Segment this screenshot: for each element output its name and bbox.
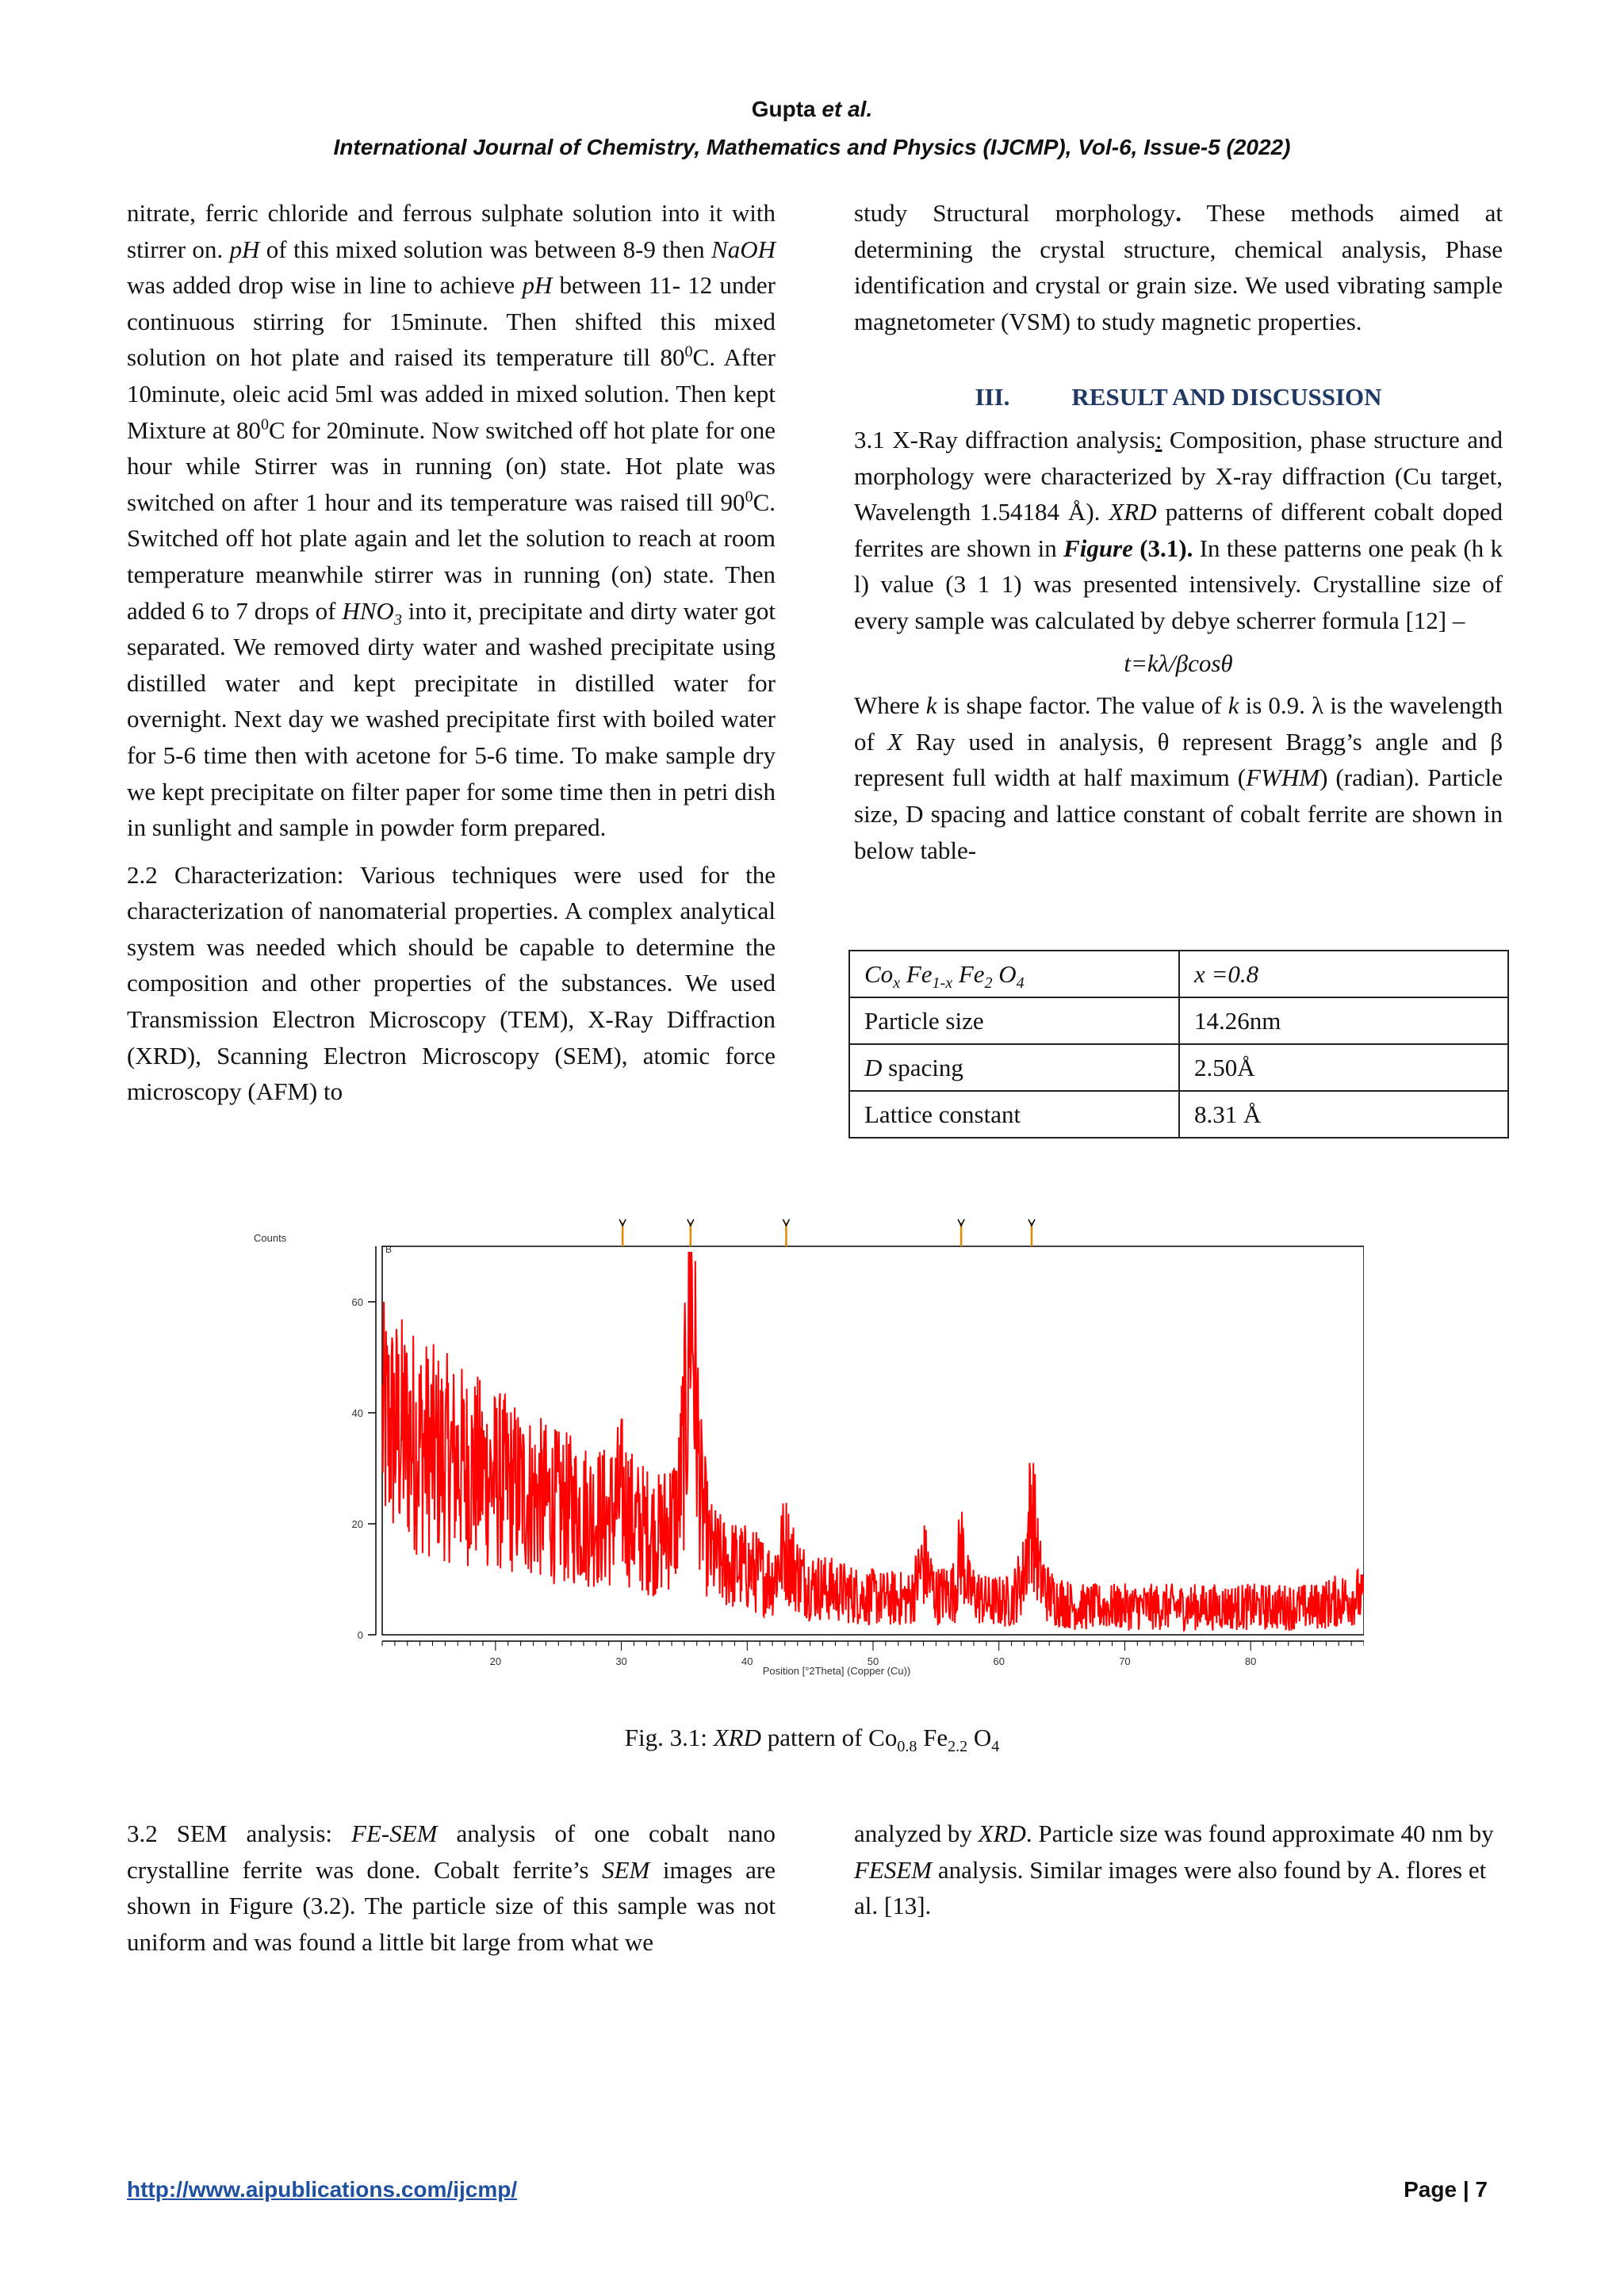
x-tick-label: 40	[741, 1655, 753, 1667]
table-row	[849, 1091, 1508, 1138]
table-cell-label: Particle size	[849, 997, 1179, 1044]
left-column	[127, 195, 776, 1110]
table-cell-value: 14.26nm	[1179, 997, 1508, 1044]
x-tick-label: 80	[1244, 1655, 1257, 1667]
characterization-paragraph: 2.2 Characterization: Various techniques were used for the characterization of nanomaterial properties. A complex analytical system was needed which should be capable to determine the composition and other properties of the substances. We used Transmission Electron Microscopy (TEM), X-Ray Diffraction (XRD), Scanning Electron Microscopy (SEM), atomic force microscopy (AFM) to	[127, 860, 776, 1106]
table-cell-formula: $Co_x$ $Fe_{1-x}$ $Fe_2$ $O_4$	[849, 951, 1179, 997]
table-cell-label: Lattice constant	[849, 1091, 1179, 1138]
sem-paragraph-continued: analyzed by XRD. Particle size was found approximate 40 nm by FESEM analysis. Similar images were also found by A. flores et al. [13].	[854, 1820, 1494, 1920]
running-header-journal: International Journal of Chemistry, Mathematics and Physics (IJCMP), Vol-6, Issue-5 (2022)	[333, 135, 1291, 159]
sem-paragraph: 3.2 SEM analysis: FE-SEM analysis of one cobalt nano crystalline ferrite was done. Cobalt ferrite’s SEM images are shown in Figure (3.2). The particle size of this sample was not uniform and was found a little bit large from what we	[127, 1820, 776, 1956]
characterization-continued: study Structural morphology. These methods aimed at determining the crystal structure, chemical analysis, Phase identification and crystal or grain size. We used vibrating sample magnetometer (VSM) to study magnetic properties.	[854, 199, 1503, 335]
xrd-chart	[238, 1218, 1364, 1686]
table-cell-value: 2.50Å	[1179, 1044, 1508, 1091]
table-row	[849, 997, 1508, 1044]
running-header-author: Gupta et al.	[751, 97, 873, 121]
properties-table	[848, 950, 1509, 1138]
right-column	[854, 195, 1503, 868]
table-cell-label: D spacing	[849, 1044, 1179, 1091]
series-line	[382, 1252, 1364, 1631]
formula-explanation: Where k is shape factor. The value of k is 0.9. λ is the wavelength of X Ray used in analysis, θ represent Bragg’s angle and β represent full width at half maximum (FWHM) (radian). Particle size, D spacing and lattice constant of cobalt ferrite are shown in below table-	[854, 691, 1503, 864]
y-axis-label: Counts	[254, 1232, 287, 1244]
xrd-paragraph: 3.1 X-Ray diffraction analysis: Composition, phase structure and morphology were characterized by X-ray diffraction (Cu target, Wavelength 1.54184 Å). XRD patterns of different cobalt doped ferrites are shown in Figure (3.1). In these patterns one peak (h k l) value (3 1 1) was presented intensively. Crystalline size of every sample was calculated by debye scherrer formula [12] –	[854, 425, 1503, 634]
x-tick-label: 30	[615, 1655, 627, 1667]
table-cell-value: x =0.8	[1179, 951, 1508, 997]
table-row	[849, 951, 1508, 997]
panel-label: B	[385, 1244, 393, 1255]
table-cell-value: 8.31 Å	[1179, 1091, 1508, 1138]
section-heading: III. RESULT AND DISCUSSION	[975, 383, 1382, 411]
figure-caption: Fig. 3.1: XRD pattern of $Co_{0.8}$ $Fe_{2.2}$ $O_4$	[624, 1724, 1000, 1756]
page-number: Page | 7	[1404, 2177, 1488, 2202]
x-axis-label: Position [°2Theta] (Copper (Cu))	[762, 1665, 911, 1677]
y-tick-label: 40	[351, 1407, 363, 1419]
methods-paragraph: nitrate, ferric chloride and ferrous sulphate solution into it with stirrer on. pH of this mixed solution was between 8-9 then NaOH was added drop wise in line to achieve pH between 11- 12 under continuous stirring for 15minute. Then shifted this mixed solution on hot plate and raised its temperature till $80^0C$. After 10minute, oleic acid 5ml was added in mixed solution. Then kept Mixture at $80^0C$ for 20minute. Now switched off hot plate for one hour while Stirrer was in running (on) state. Hot plate was switched on after 1 hour and its temperature was raised till $90^0C$. Switched off hot plate again and let the solution to reach at room temperature meanwhile stirrer was in running (on) state. Then added 6 to 7 drops of $HNO_3$ into it, precipitate and dirty water got separated. We removed dirty water and washed precipitate using distilled water and kept precipitate in distilled water for overnight. Next day we washed precipitate first with boiled water for 5-6 time then with acetone for 5-6 time. To make sample dry we kept precipitate on filter paper for some time then in petri dish in sunlight and sample in powder form prepared.	[127, 199, 776, 842]
y-tick-label: 20	[351, 1518, 363, 1530]
x-tick-label: 70	[1119, 1655, 1131, 1667]
journal-url-link[interactable]: http://www.aipublications.com/ijcmp/	[127, 2177, 518, 2202]
x-tick-label: 20	[489, 1655, 502, 1667]
x-tick-label: 50	[867, 1655, 879, 1667]
y-tick-label: 0	[357, 1629, 363, 1641]
x-tick-label: 60	[993, 1655, 1005, 1667]
y-tick-label: 60	[351, 1296, 363, 1308]
scherrer-formula: t=kλ/βcosθ	[1124, 649, 1233, 677]
table-row	[849, 1044, 1508, 1091]
